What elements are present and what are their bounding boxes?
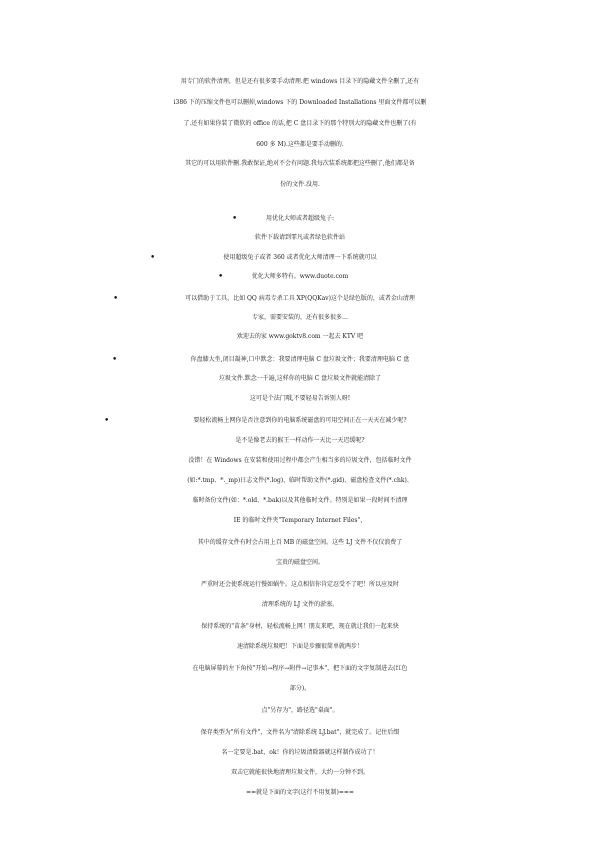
tip-line-8: 你盘膝大坐,闭目凝神,口中默念：我要清理电脑 C 盘垃圾文件；我要清理电脑 C 盘 — [190, 356, 410, 363]
body-line-17: ==就是下面的文字(这行不用复制)=== — [246, 789, 354, 796]
intro-line-1: 用专门的软件清理，但是还有很多要手动清理.把 windows 目录下的隐藏文件全删了,还有 — [180, 78, 420, 85]
tip-line-3: 使用超级兔子或者 360 或者优化大师清理一下系统就可以 — [223, 254, 377, 261]
tip-line-12: 是不是像老去的猴王一样动作一天比一天迟缓呢? — [235, 437, 365, 444]
tip-line-11: 要轻松流畅上网你是否注意到你的电脑系统磁盘的可用空间正在一天天在减少呢? — [193, 417, 407, 424]
tip-line-1: 用优化大师或者超级兔子: — [265, 215, 335, 222]
body-line-5: 其中的缓存文件有时会占用上百 MB 的磁盘空间。这些 LJ 文件不仅仅浪费了 — [197, 539, 403, 546]
tip-line-6: 专家，需要安装的，还有很多很多… — [251, 314, 348, 321]
body-line-16: 双击它就能很快地清理垃圾文件，大约一分钟不到。 — [230, 769, 369, 776]
bullet-6: • — [104, 416, 110, 426]
body-line-9: 保持系统的"苗条"身材，轻松流畅上网！朋友来吧，现在就让我们一起来快 — [201, 623, 399, 630]
bullet-4: • — [113, 294, 119, 304]
intro-line-4: 600 多 M).这些都是要手动删的. — [256, 141, 344, 148]
tip-line-4: 优化大师多特有。www.duote.com — [251, 273, 349, 280]
intro-line-6: 份的文件.没用. — [280, 181, 320, 188]
body-line-11: 在电脑屏幕的左下角按"开始→程序→附件→记事本"，把下面的文字复制进去(红色 — [192, 665, 408, 672]
tip-line-7: 欢迎去的家 www.goktv8.com 一起去 KTV 吧 — [236, 333, 364, 340]
bullet-3: • — [218, 272, 224, 282]
tip-line-5: 可以借助于工具，比如 QQ 病毒专杀工具 XP(QQKav)这个是绿色版的，或者金山清理 — [185, 295, 415, 302]
tip-line-10: 这可是个法门哦,不要轻易告诉别人呀! — [249, 395, 351, 402]
body-line-6: 宝贵的磁盘空间。 — [275, 559, 324, 566]
tip-line-2: 软件下载请到霏凡或者绿色软件站 — [254, 234, 345, 241]
body-line-8: 清理系统的 LJ 文件的淤塞。 — [261, 601, 339, 608]
intro-line-3: 了.还有如果你装了微软的 office 的话,把 C 盘目录下的那个特别大的隐藏文件也删了(有 — [183, 120, 417, 127]
body-line-4: IE 的临时文件夹"Temporary Internet Files"， — [233, 517, 367, 524]
intro-line-2: i386 下的压缩文件也可以删掉,windows 下的 Downloaded Installations 里面文件都可以删 — [173, 99, 427, 106]
body-line-12: 部分)。 — [289, 685, 311, 692]
bullet-2: • — [150, 253, 156, 263]
body-line-10: 速清除系统垃圾吧！下面是步骤很简单就两步！ — [236, 643, 363, 650]
body-line-2: (如:*.tmp、*._mp)日志文件(*.log)、临时帮助文件(*.gid)、磁盘检查文件(*.chk)、 — [187, 477, 413, 484]
intro-line-5: 其它的可以用软件删.我敢保证,绝对不会有问题.我每次装系统都把这些删了,他们都是备 — [185, 160, 415, 167]
body-line-1: 没错！在 Windows 在安装和使用过程中都会产生相当多的垃圾文件，包括临时文件 — [188, 457, 412, 464]
body-line-3: 临时备份文件(如：*.old、*.bak)以及其他临时文件。特别是如果一段时间不清理 — [192, 497, 408, 504]
body-line-7: 严重时还会使系统运行慢如蜗牛。这点相信你肯定忍受不了吧！所以应及时 — [200, 581, 399, 588]
bullet-1: • — [232, 214, 238, 224]
tip-line-9: 垃圾文件.默念一千遍,这样你的电脑 C 盘垃圾文件就能清除了 — [218, 375, 382, 382]
bullet-5: • — [112, 355, 118, 365]
body-line-13: 点"另存为"，路径选"桌面"。 — [261, 707, 339, 714]
body-line-15: 名一定要是.bat，ok！你的垃圾清除器就这样制作成功了！ — [221, 749, 379, 756]
body-line-14: 保存类型为"所有文件"，文件名为"清除系统 LJ.bat"，就完成了。记住后缀 — [200, 729, 400, 736]
